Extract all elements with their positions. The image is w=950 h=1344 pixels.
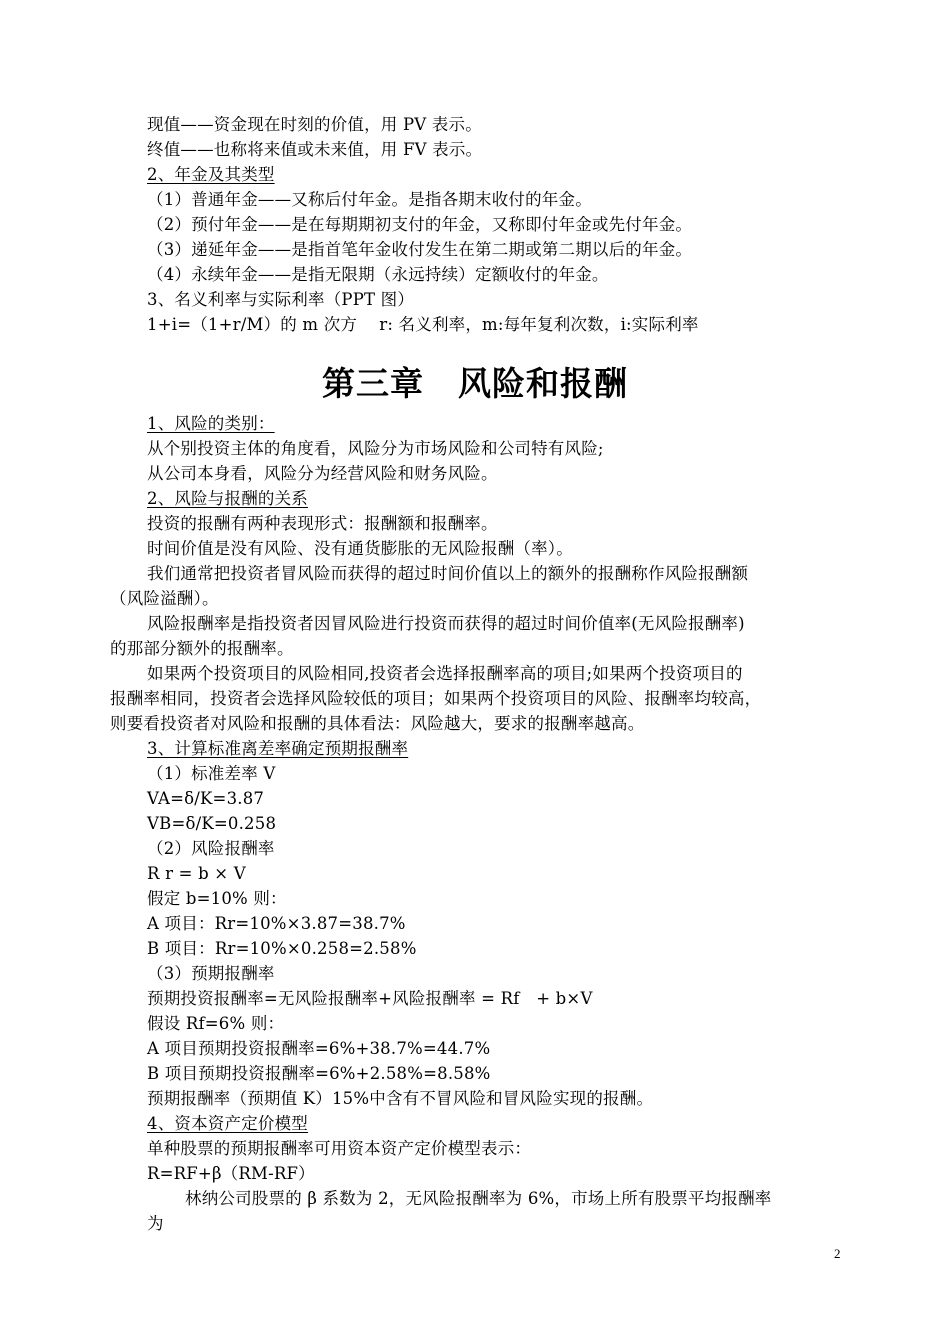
formula-rr: R r = b × V bbox=[147, 864, 246, 883]
expected-return-note: 预期报酬率（预期值 K）15%中含有不冒风险和冒风险实现的报酬。 bbox=[147, 1089, 654, 1108]
page-number: 2 bbox=[834, 1246, 841, 1261]
section-4-paragraph-1: 单种股票的预期报酬率可用资本资产定价模型表示： bbox=[147, 1139, 532, 1158]
formula-va: VA=δ/K=3.87 bbox=[147, 789, 265, 808]
section-2-paragraph-4-line-2: 的那部分额外的报酬率。 bbox=[110, 639, 294, 658]
annuity-heading: 2、年金及其类型 bbox=[147, 165, 275, 184]
section-2-paragraph-5-line-2: 报酬率相同，投资者会选择风险较低的项目；如果两个投资项目的风险、报酬率均较高， bbox=[110, 689, 762, 708]
section-2-paragraph-5-line-3: 则要看投资者对风险和报酬的具体看法：风险越大，要求的报酬率越高。 bbox=[110, 714, 645, 733]
rate-heading: 3、名义利率与实际利率（PPT 图） bbox=[147, 290, 415, 309]
expected-return-formula: 预期投资报酬率=无风险报酬率+风险报酬率 = Rf + b×V bbox=[147, 989, 593, 1008]
section-4-paragraph-2-line-1: 林纳公司股票的 β 系数为 2，无风险报酬率为 6%，市场上所有股票平均报酬率 bbox=[185, 1189, 772, 1208]
section-1-paragraph-1: 从个别投资主体的角度看，风险分为市场风险和公司特有风险; bbox=[147, 439, 604, 458]
fv-definition: 终值——也称将来值或未来值，用 FV 表示。 bbox=[147, 140, 483, 159]
assumption-b: 假定 b=10% 则： bbox=[147, 889, 287, 908]
section-4-heading: 4、资本资产定价模型 bbox=[147, 1114, 308, 1133]
project-a-expected-return: A 项目预期投资报酬率=6%+38.7%=44.7% bbox=[147, 1039, 491, 1058]
formula-vb: VB=δ/K=0.258 bbox=[147, 814, 277, 833]
section-3-item-1: （1）标准差率 V bbox=[147, 764, 276, 783]
section-3-item-2: （2）风险报酬率 bbox=[147, 839, 275, 858]
project-a-risk-rate: A 项目：Rr=10%×3.87=38.7% bbox=[147, 914, 406, 933]
section-3-heading: 3、计算标准离差率确定预期报酬率 bbox=[147, 739, 409, 758]
section-1-heading: 1、风险的类别： bbox=[147, 414, 275, 433]
section-2-paragraph-5-line-1: 如果两个投资项目的风险相同,投资者会选择报酬率高的项目;如果两个投资项目的 bbox=[147, 664, 743, 683]
rate-formula: 1+i=（1+r/M）的 m 次方 r: 名义利率，m:每年复利次数，i:实际利率 bbox=[147, 315, 699, 334]
pv-definition: 现值——资金现在时刻的价值，用 PV 表示。 bbox=[147, 115, 482, 134]
annuity-item-3: （3）递延年金——是指首笔年金收付发生在第二期或第二期以后的年金。 bbox=[147, 240, 693, 259]
section-2-paragraph-2: 时间价值是没有风险、没有通货膨胀的无风险报酬（率）。 bbox=[147, 539, 573, 558]
annuity-item-1: （1）普通年金——又称后付年金。是指各期末收付的年金。 bbox=[147, 190, 592, 209]
annuity-item-2: （2）预付年金——是在每期期初支付的年金，又称即付年金或先付年金。 bbox=[147, 215, 693, 234]
chapter-title: 第三章 风险和报酬 bbox=[322, 364, 628, 403]
project-b-risk-rate: B 项目：Rr=10%×0.258=2.58% bbox=[147, 939, 417, 958]
assumption-rf: 假设 Rf=6% 则： bbox=[147, 1014, 285, 1033]
section-2-paragraph-1: 投资的报酬有两种表现形式：报酬额和报酬率。 bbox=[147, 514, 498, 533]
section-2-paragraph-4-line-1: 风险报酬率是指投资者因冒风险进行投资而获得的超过时间价值率(无风险报酬率) bbox=[147, 614, 745, 633]
capm-formula: R=RF+β（RM-RF） bbox=[147, 1164, 315, 1183]
section-3-item-3: （3）预期报酬率 bbox=[147, 964, 275, 983]
section-2-paragraph-3-line-1: 我们通常把投资者冒风险而获得的超过时间价值以上的额外的报酬称作风险报酬额 bbox=[147, 564, 749, 583]
section-4-paragraph-2-line-2: 为 bbox=[147, 1214, 164, 1233]
section-2-heading: 2、风险与报酬的关系 bbox=[147, 489, 308, 508]
section-2-paragraph-3-line-2: （风险溢酬）。 bbox=[110, 589, 219, 608]
project-b-expected-return: B 项目预期投资报酬率=6%+2.58%=8.58% bbox=[147, 1064, 491, 1083]
section-1-paragraph-2: 从公司本身看，风险分为经营风险和财务风险。 bbox=[147, 464, 498, 483]
annuity-item-4: （4）永续年金——是指无限期（永远持续）定额收付的年金。 bbox=[147, 265, 609, 284]
